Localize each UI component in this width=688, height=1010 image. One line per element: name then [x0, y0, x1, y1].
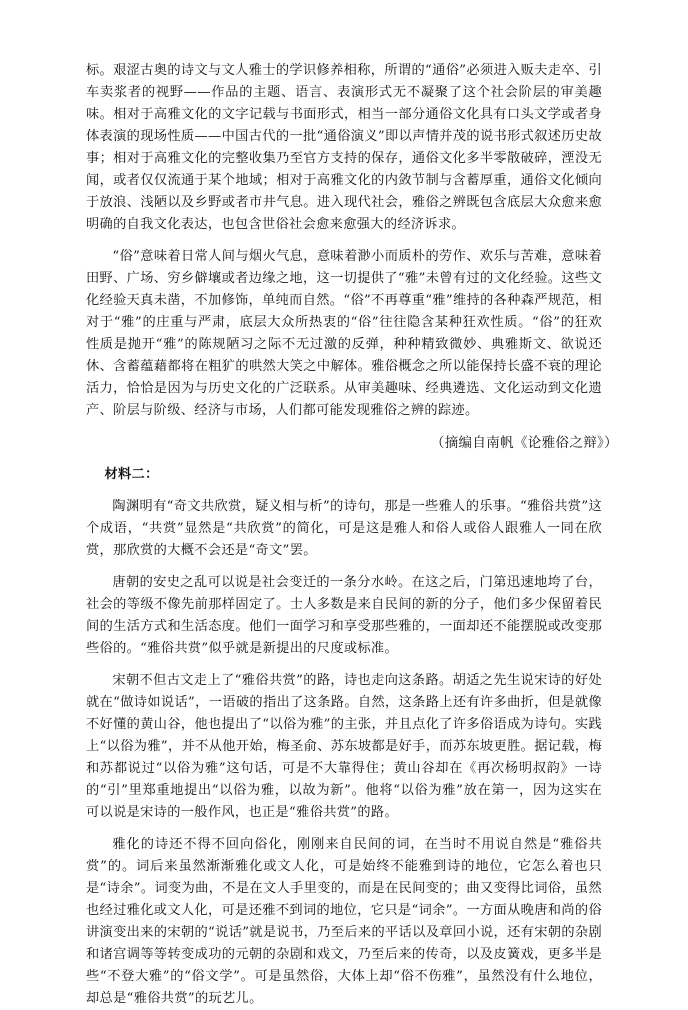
source-citation: （摘编自南帆《论雅俗之辩》） [430, 435, 618, 451]
paragraph-1: 标。艰涩古奥的诗文与文人雅士的学识修养相称，所谓的“通俗”必须进入贩夫走卒、引车卖浆者的视野——作品的主题、语言、表演形式无不凝聚了这个社会阶层的审美趣味。相对于高雅文化的文字记载与书面形式，相当一部分通俗文化具有口头文学或者身体表演的现场性质——中国古代的一批“通俗演义”即以声情并茂的说书形式叙述历史故事；相对于高雅文化的完整收集乃至官方支持的保存，通俗文化多半零散破碎，湮没无闻，或者仅仅流通于某个地域；相对于高雅文化的内敛节制与含蓄厚重，通俗文化倾向于放浪、浅陋以及乡野或者市井气息。进入现代社会，雅俗之辨既包含底层大众愈来愈明确的自我文化表达，也包含世俗社会愈来愈强大的经济诉求。 [86, 63, 602, 232]
paragraph-3: 陶渊明有“奇文共欣赏，疑义相与析”的诗句，那是一些雅人的乐事。“雅俗共赏”这个成语，“共赏”显然是“共欣赏”的简化，可是这是雅人和俗人或俗人跟雅人一同在欣赏，那欣赏的大概不会还是“奇文”罢。 [86, 499, 602, 558]
paragraph-2: “俗”意味着日常人间与烟火气息，意味着渺小而质朴的劳作、欢乐与苦难，意味着田野、广场、穷乡僻壤或者边缘之地，这一切提供了“雅”未曾有过的文化经验。这些文化经验天真未凿，不加修饰，单纯而自然。“俗”不再尊重“雅”维持的各种森严规范，相对于“雅”的庄重与严肃，底层大众所热衷的“俗”往往隐含某种狂欢性质。“俗”的狂欢性质是抛开“雅”的陈规陋习之际不无过激的反弹，种种精致微妙、典雅斯文、欲说还休、含蓄蕴藉都将在粗犷的哄然大笑之中解体。雅俗概念之所以能保持长盛不衰的理论活力，恰恰是因为与历史文化的广泛联系。从审美趣味、经典遴选、文化运动到文化遗产、阶层与阶级、经济与市场，人们都可能发现雅俗之辨的踪迹。 [86, 249, 602, 418]
paragraph-4: 唐朝的安史之乱可以说是社会变迁的一条分水岭。在这之后，门第迅速地垮了台，社会的等级不像先前那样固定了。士人多数是来自民间的新的分子，他们多少保留着民间的生活方式和生活态度。他们一面学习和享受那些雅的，一面却还不能摆脱或改变那些俗的。“雅俗共赏”似乎就是新提出的尺度或标准。 [86, 575, 602, 656]
material-2-heading: 材料二： [104, 467, 159, 482]
paragraph-6: 雅化的诗还不得不回向俗化，刚刚来自民间的词，在当时不用说自然是“雅俗共赏”的。词后来虽然渐渐雅化或文人化，可是始终不能雅到诗的地位，它怎么着也只是“诗余”。词变为曲，不是在文人手里变的，而是在民间变的；曲又变得比词俗，虽然也经过雅化或文人化，可是还雅不到词的地位，它只是“词余”。一方面从晚唐和尚的俗讲演变出来的宋朝的“说话”就是说书，乃至后来的平话以及章回小说，还有宋朝的杂剧和诸宫调等等转变成功的元朝的杂剧和戏文，乃至后来的传奇，以及皮簧戏，更多半是些“不登大雅”的“俗文学”。可是虽然俗，大体上却“俗不伤雅”，虽然没有什么地位，却总是“雅俗共赏”的玩艺儿。 [86, 837, 602, 1006]
paragraph-5: 宋朝不但古文走上了“雅俗共赏”的路，诗也走向这条路。胡适之先生说宋诗的好处就在“做诗如说话”，一语破的指出了这条路。自然，这条路上还有许多曲折，但是就像不好懂的黄山谷，他也提出了“以俗为雅”的主张，并且点化了许多俗语成为诗句。实践上“以俗为雅”，并不从他开始，梅圣俞、苏东坡都是好手，而苏东坡更胜。据记载，梅和苏都说过“以俗为雅”这句话，可是不大靠得住；黄山谷却在《再次杨明叔韵》一诗的“引”里郑重地提出“以俗为雅，以故为新”。他将“以俗为雅”放在第一，因为这实在可以说是宋诗的一般作风，也正是“雅俗共赏”的路。 [86, 673, 602, 820]
